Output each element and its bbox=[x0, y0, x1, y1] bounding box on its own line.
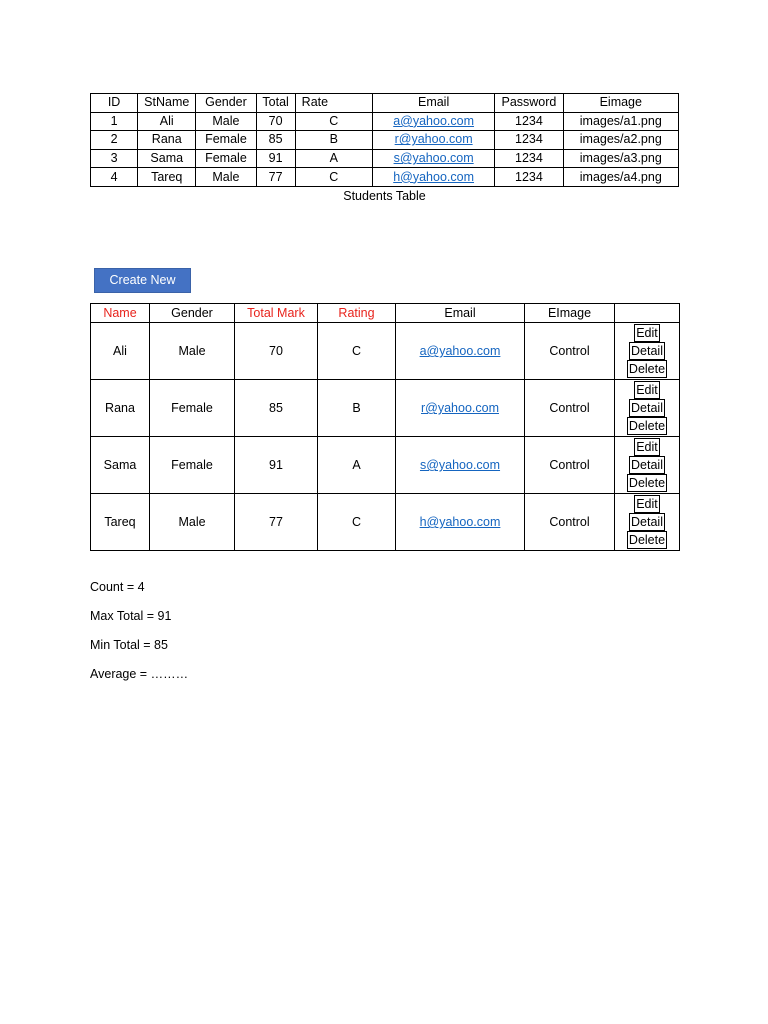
col-total-mark: Total Mark bbox=[235, 304, 318, 323]
stat-min-total: Min Total = 85 bbox=[90, 638, 168, 652]
crud-header-row bbox=[91, 304, 680, 323]
detail-button[interactable]: Detail bbox=[631, 458, 663, 472]
col-name: Name bbox=[91, 304, 150, 323]
cell-total-mark: 70 bbox=[235, 323, 318, 380]
cell-total-mark: 85 bbox=[235, 380, 318, 437]
stats-summary bbox=[90, 578, 188, 694]
cell-stname: Tareq bbox=[138, 168, 196, 187]
col-rate: Rate bbox=[295, 94, 372, 113]
delete-button[interactable]: Delete bbox=[628, 419, 666, 433]
col-id: ID bbox=[91, 94, 138, 113]
detail-button[interactable]: Detail bbox=[631, 344, 663, 358]
table-row bbox=[91, 380, 680, 437]
cell-email bbox=[372, 131, 494, 150]
col-stname: StName bbox=[138, 94, 196, 113]
delete-button[interactable]: Delete bbox=[628, 476, 666, 490]
cell-id: 4 bbox=[91, 168, 138, 187]
cell-eimage: Control bbox=[525, 323, 615, 380]
cell-gender: Female bbox=[150, 437, 235, 494]
cell-gender: Male bbox=[150, 323, 235, 380]
cell-password: 1234 bbox=[495, 112, 563, 131]
cell-email bbox=[372, 168, 494, 187]
cell-total: 70 bbox=[256, 112, 295, 131]
col-eimage: EImage bbox=[525, 304, 615, 323]
delete-button[interactable]: Delete bbox=[628, 533, 666, 547]
detail-button[interactable]: Detail bbox=[631, 515, 663, 529]
cell-actions bbox=[615, 323, 680, 380]
cell-email bbox=[396, 494, 525, 551]
cell-eimage: images/a4.png bbox=[563, 168, 678, 187]
edit-button[interactable]: Edit bbox=[636, 440, 658, 454]
cell-actions bbox=[615, 494, 680, 551]
cell-total: 91 bbox=[256, 149, 295, 168]
cell-eimage: images/a1.png bbox=[563, 112, 678, 131]
cell-gender: Male bbox=[196, 168, 256, 187]
table-row bbox=[91, 323, 680, 380]
col-gender: Gender bbox=[150, 304, 235, 323]
edit-button[interactable]: Edit bbox=[636, 497, 658, 511]
email-link[interactable]: a@yahoo.com bbox=[419, 344, 501, 358]
edit-button[interactable]: Edit bbox=[636, 326, 658, 340]
col-gender: Gender bbox=[196, 94, 256, 113]
col-rating: Rating bbox=[318, 304, 396, 323]
email-link[interactable]: h@yahoo.com bbox=[419, 515, 501, 529]
cell-gender: Male bbox=[196, 112, 256, 131]
cell-email bbox=[396, 437, 525, 494]
cell-id: 1 bbox=[91, 112, 138, 131]
cell-password: 1234 bbox=[495, 131, 563, 150]
email-link[interactable]: s@yahoo.com bbox=[419, 458, 501, 472]
cell-email bbox=[372, 149, 494, 168]
col-total: Total bbox=[256, 94, 295, 113]
email-link[interactable]: s@yahoo.com bbox=[393, 151, 474, 166]
detail-button[interactable]: Detail bbox=[631, 401, 663, 415]
cell-eimage: images/a3.png bbox=[563, 149, 678, 168]
cell-total: 77 bbox=[256, 168, 295, 187]
cell-password: 1234 bbox=[495, 149, 563, 168]
create-new-button[interactable]: Create New bbox=[94, 268, 191, 293]
col-actions bbox=[615, 304, 680, 323]
cell-rating: A bbox=[318, 437, 396, 494]
cell-eimage: Control bbox=[525, 437, 615, 494]
col-email: Email bbox=[396, 304, 525, 323]
cell-email bbox=[372, 112, 494, 131]
cell-rating: C bbox=[318, 323, 396, 380]
cell-rate: C bbox=[295, 112, 372, 131]
cell-name: Tareq bbox=[91, 494, 150, 551]
cell-actions bbox=[615, 437, 680, 494]
table-row bbox=[91, 168, 679, 187]
cell-stname: Rana bbox=[138, 131, 196, 150]
delete-button[interactable]: Delete bbox=[628, 362, 666, 376]
students-header-row bbox=[91, 94, 679, 113]
cell-total-mark: 77 bbox=[235, 494, 318, 551]
email-link[interactable]: h@yahoo.com bbox=[393, 169, 475, 184]
email-link[interactable]: r@yahoo.com bbox=[421, 401, 499, 415]
cell-rate: A bbox=[295, 149, 372, 168]
cell-total: 85 bbox=[256, 131, 295, 150]
edit-button[interactable]: Edit bbox=[636, 383, 658, 397]
cell-name: Rana bbox=[91, 380, 150, 437]
cell-gender: Female bbox=[150, 380, 235, 437]
email-link[interactable]: a@yahoo.com bbox=[393, 113, 475, 128]
cell-eimage: Control bbox=[525, 494, 615, 551]
stat-max-total: Max Total = 91 bbox=[90, 609, 172, 623]
cell-total-mark: 91 bbox=[235, 437, 318, 494]
cell-name: Sama bbox=[91, 437, 150, 494]
cell-stname: Sama bbox=[138, 149, 196, 168]
cell-rating: C bbox=[318, 494, 396, 551]
cell-eimage: Control bbox=[525, 380, 615, 437]
cell-id: 2 bbox=[91, 131, 138, 150]
table-row bbox=[91, 112, 679, 131]
table-row bbox=[91, 437, 680, 494]
cell-eimage: images/a2.png bbox=[563, 131, 678, 150]
cell-password: 1234 bbox=[495, 168, 563, 187]
col-email: Email bbox=[372, 94, 494, 113]
cell-gender: Female bbox=[196, 131, 256, 150]
table-row bbox=[91, 149, 679, 168]
cell-email bbox=[396, 323, 525, 380]
stat-average: Average = ……… bbox=[90, 667, 189, 681]
cell-email bbox=[396, 380, 525, 437]
cell-stname: Ali bbox=[138, 112, 196, 131]
cell-rate: C bbox=[295, 168, 372, 187]
table-row bbox=[91, 494, 680, 551]
cell-id: 3 bbox=[91, 149, 138, 168]
email-link[interactable]: r@yahoo.com bbox=[394, 132, 473, 147]
students-table bbox=[90, 93, 679, 187]
cell-rating: B bbox=[318, 380, 396, 437]
cell-rate: B bbox=[295, 131, 372, 150]
cell-actions bbox=[615, 380, 680, 437]
cell-name: Ali bbox=[91, 323, 150, 380]
stat-count: Count = 4 bbox=[90, 580, 145, 594]
cell-gender: Female bbox=[196, 149, 256, 168]
table-row bbox=[91, 131, 679, 150]
col-eimage: Eimage bbox=[563, 94, 678, 113]
cell-gender: Male bbox=[150, 494, 235, 551]
students-crud-table bbox=[90, 303, 680, 551]
col-password: Password bbox=[495, 94, 563, 113]
table-caption: Students Table bbox=[343, 189, 426, 203]
